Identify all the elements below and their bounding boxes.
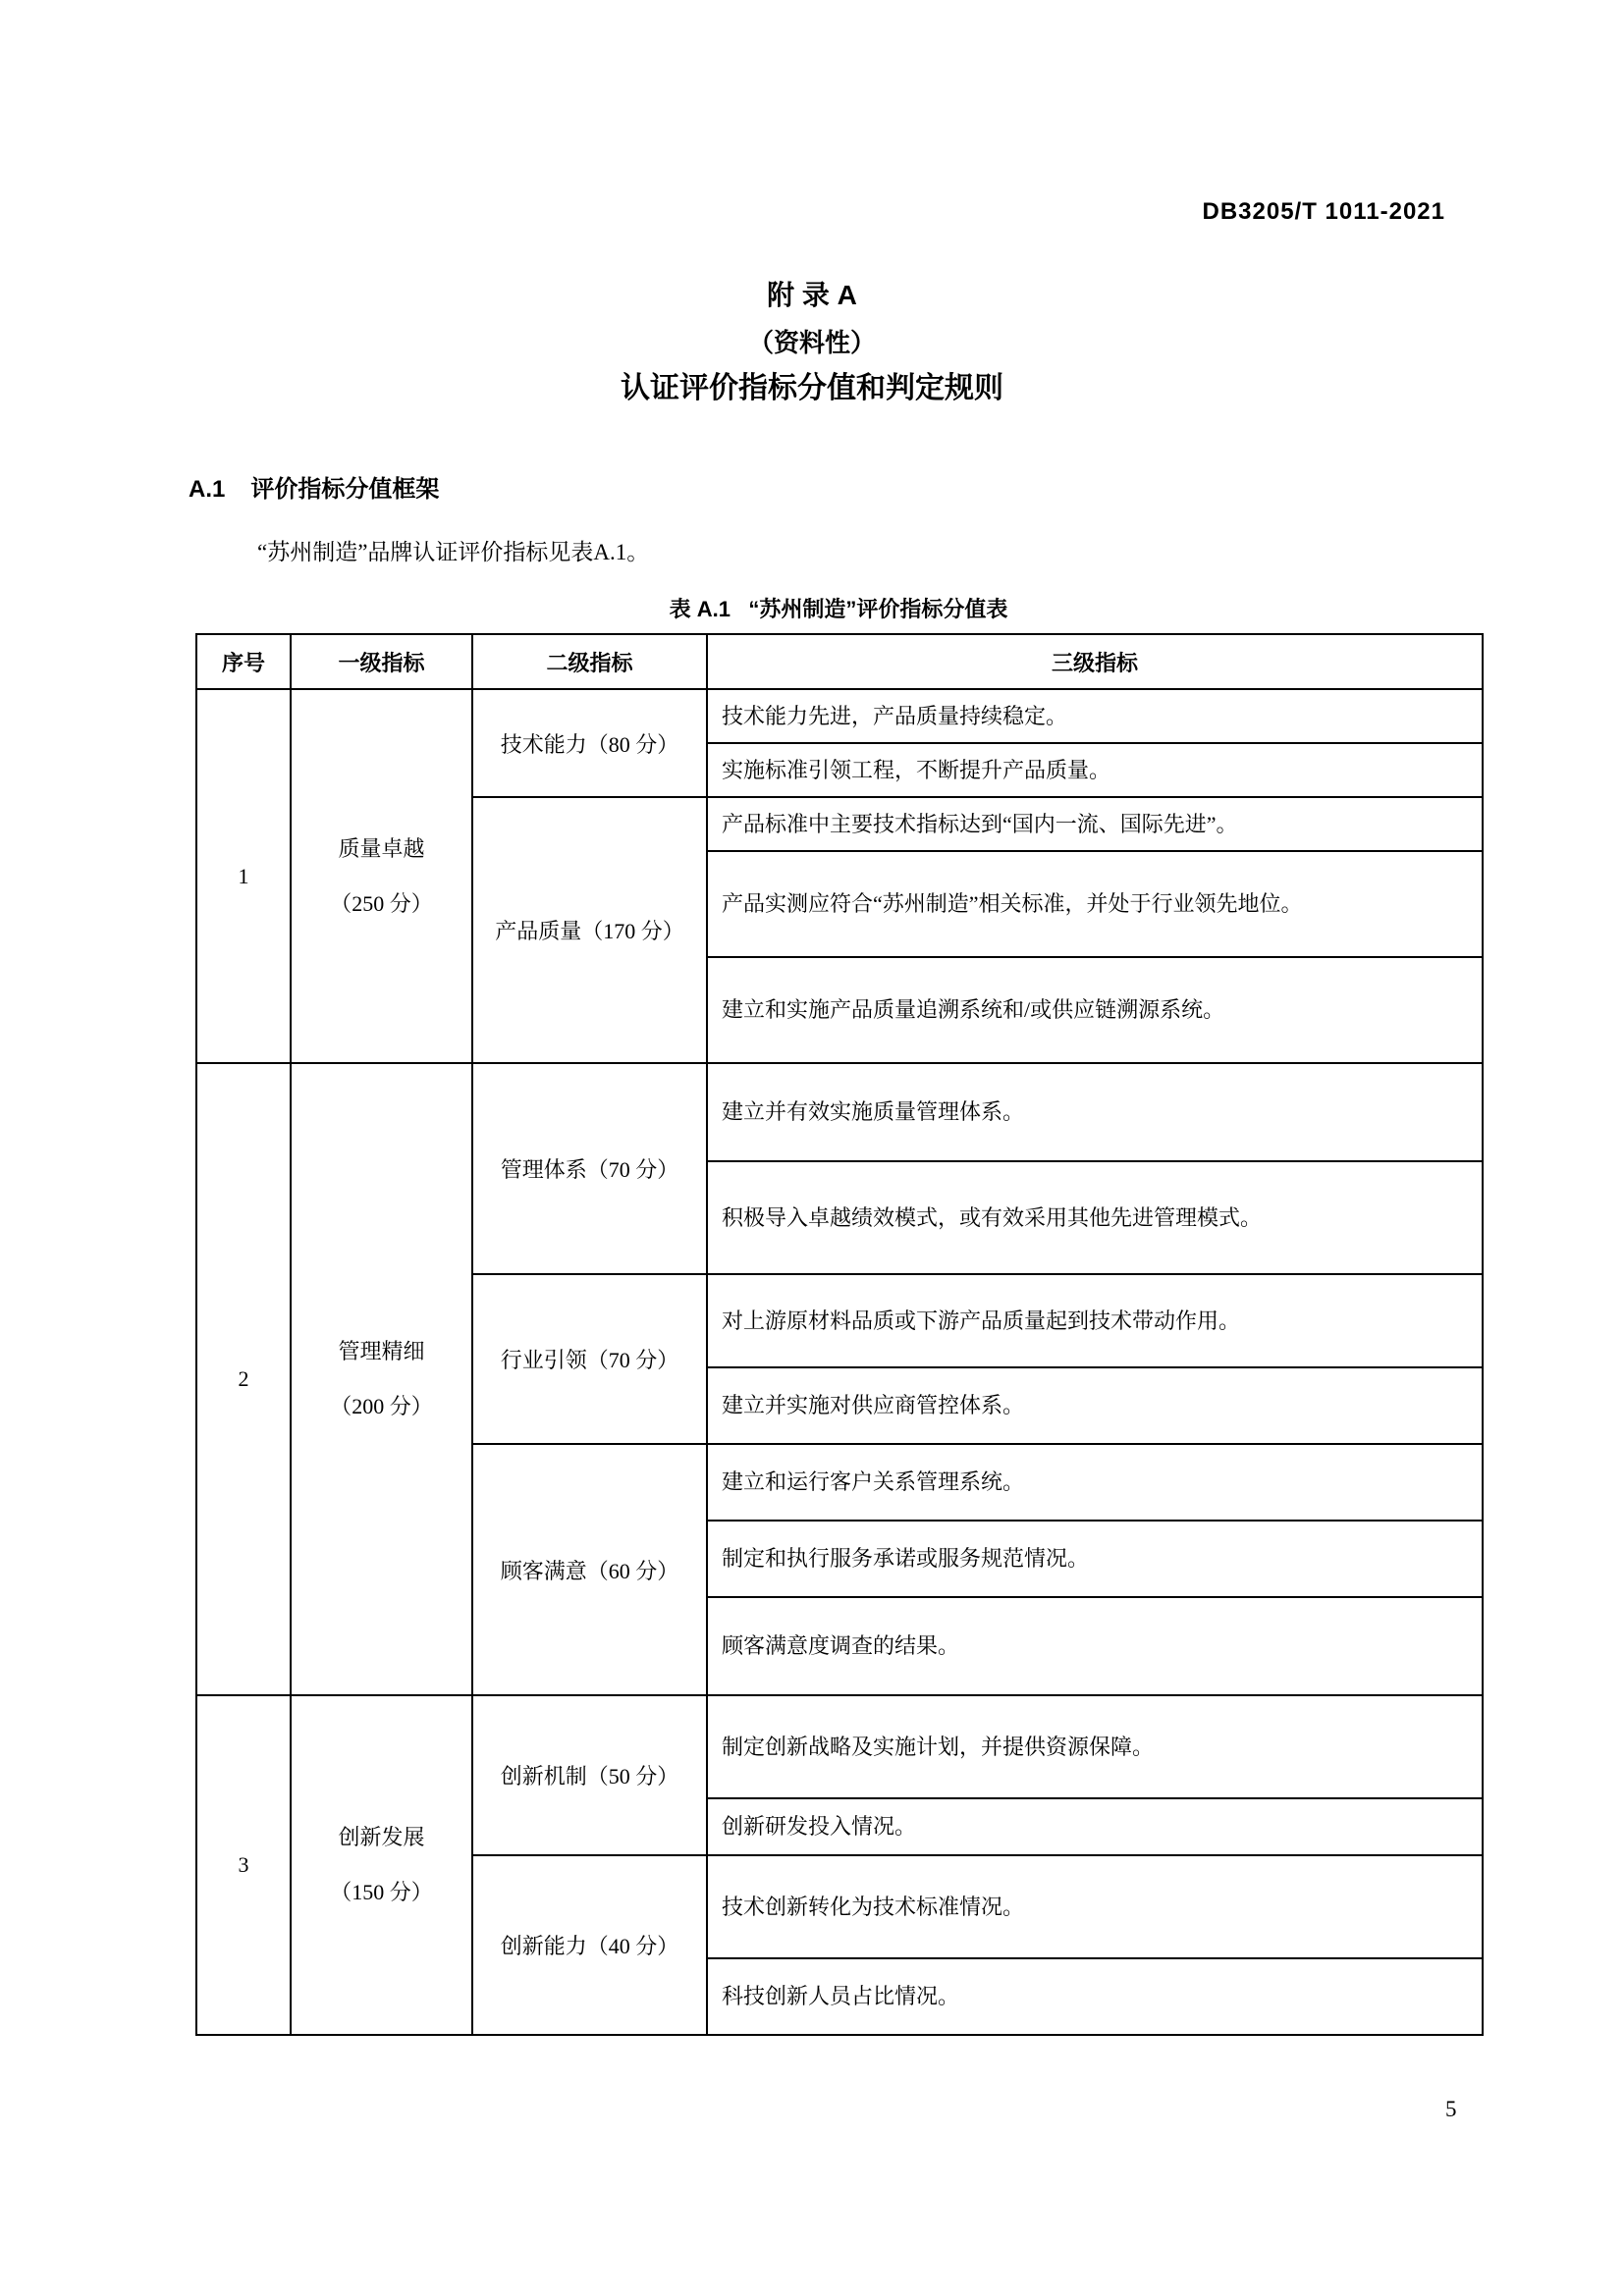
level1-name: 创新发展	[338, 1825, 425, 1849]
table-row	[196, 1063, 1483, 1161]
col-header-level2: 二级指标	[472, 634, 707, 689]
level1-cell-1	[291, 689, 472, 1063]
level3-cell: 创新研发投入情况。	[707, 1798, 1483, 1855]
level2-cell: 产品质量（170 分）	[472, 797, 707, 1063]
appendix-type: （资料性）	[747, 328, 876, 357]
level3-cell: 建立和实施产品质量追溯系统和/或供应链溯源系统。	[707, 957, 1483, 1063]
level3-cell: 技术创新转化为技术标准情况。	[707, 1855, 1483, 1958]
seq-cell-3: 3	[196, 1695, 291, 2035]
standard-number-header: DB3205/T 1011-2021	[1202, 198, 1445, 225]
level2-cell: 行业引领（70 分）	[472, 1274, 707, 1444]
level2-cell: 管理体系（70 分）	[472, 1063, 707, 1274]
page-number: 5	[1445, 2097, 1457, 2121]
section-heading	[189, 469, 439, 504]
level1-score: （250 分）	[330, 890, 433, 916]
section-number: A.1	[189, 476, 226, 503]
level1-score: （150 分）	[330, 1880, 433, 1904]
col-header-level1: 一级指标	[291, 634, 472, 689]
table-caption-title: “苏州制造”评价指标分值表	[748, 597, 1008, 621]
evaluation-index-table	[195, 633, 1484, 2036]
col-header-level3: 三级指标	[707, 634, 1483, 689]
appendix-heading: 认证评价指标分值和判定规则	[621, 372, 1003, 404]
level1-score: （200 分）	[330, 1394, 433, 1418]
level3-cell: 建立并实施对供应商管控体系。	[707, 1367, 1483, 1444]
level2-cell: 创新机制（50 分）	[472, 1695, 707, 1855]
col-header-seq: 序号	[196, 634, 291, 689]
level3-cell: 产品标准中主要技术指标达到“国内一流、国际先进”。	[707, 797, 1483, 851]
seq-cell-1: 1	[196, 689, 291, 1063]
table-header-row	[196, 634, 1483, 689]
level3-cell: 建立并有效实施质量管理体系。	[707, 1063, 1483, 1161]
appendix-label: 附 录 A	[767, 280, 857, 310]
level3-cell: 技术能力先进，产品质量持续稳定。	[707, 689, 1483, 743]
level2-cell: 技术能力（80 分）	[472, 689, 707, 797]
body-paragraph: “苏州制造”品牌认证评价指标见表A.1。	[257, 540, 650, 564]
table-row	[196, 689, 1483, 743]
appendix-title-block	[0, 279, 1624, 406]
level1-cell-3	[291, 1695, 472, 2035]
level3-cell: 建立和运行客户关系管理系统。	[707, 1444, 1483, 1521]
level3-cell: 科技创新人员占比情况。	[707, 1958, 1483, 2035]
table-row	[196, 1695, 1483, 1798]
level3-cell: 制定和执行服务承诺或服务规范情况。	[707, 1521, 1483, 1597]
section-title: 评价指标分值框架	[250, 476, 440, 503]
level3-cell: 积极导入卓越绩效模式，或有效采用其他先进管理模式。	[707, 1161, 1483, 1274]
level1-name: 质量卓越	[338, 835, 425, 861]
level3-cell: 顾客满意度调查的结果。	[707, 1597, 1483, 1695]
table-caption-label: 表 A.1	[669, 597, 731, 621]
table-caption	[195, 593, 1482, 623]
level1-name: 管理精细	[338, 1339, 425, 1363]
seq-cell-2: 2	[196, 1063, 291, 1695]
level2-cell: 创新能力（40 分）	[472, 1855, 707, 2035]
level3-cell: 制定创新战略及实施计划，并提供资源保障。	[707, 1695, 1483, 1798]
level3-cell: 实施标准引领工程，不断提升产品质量。	[707, 743, 1483, 797]
level3-cell: 对上游原材料品质或下游产品质量起到技术带动作用。	[707, 1274, 1483, 1367]
level2-cell: 顾客满意（60 分）	[472, 1444, 707, 1695]
level1-cell-2	[291, 1063, 472, 1695]
level3-cell: 产品实测应符合“苏州制造”相关标准，并处于行业领先地位。	[707, 851, 1483, 957]
